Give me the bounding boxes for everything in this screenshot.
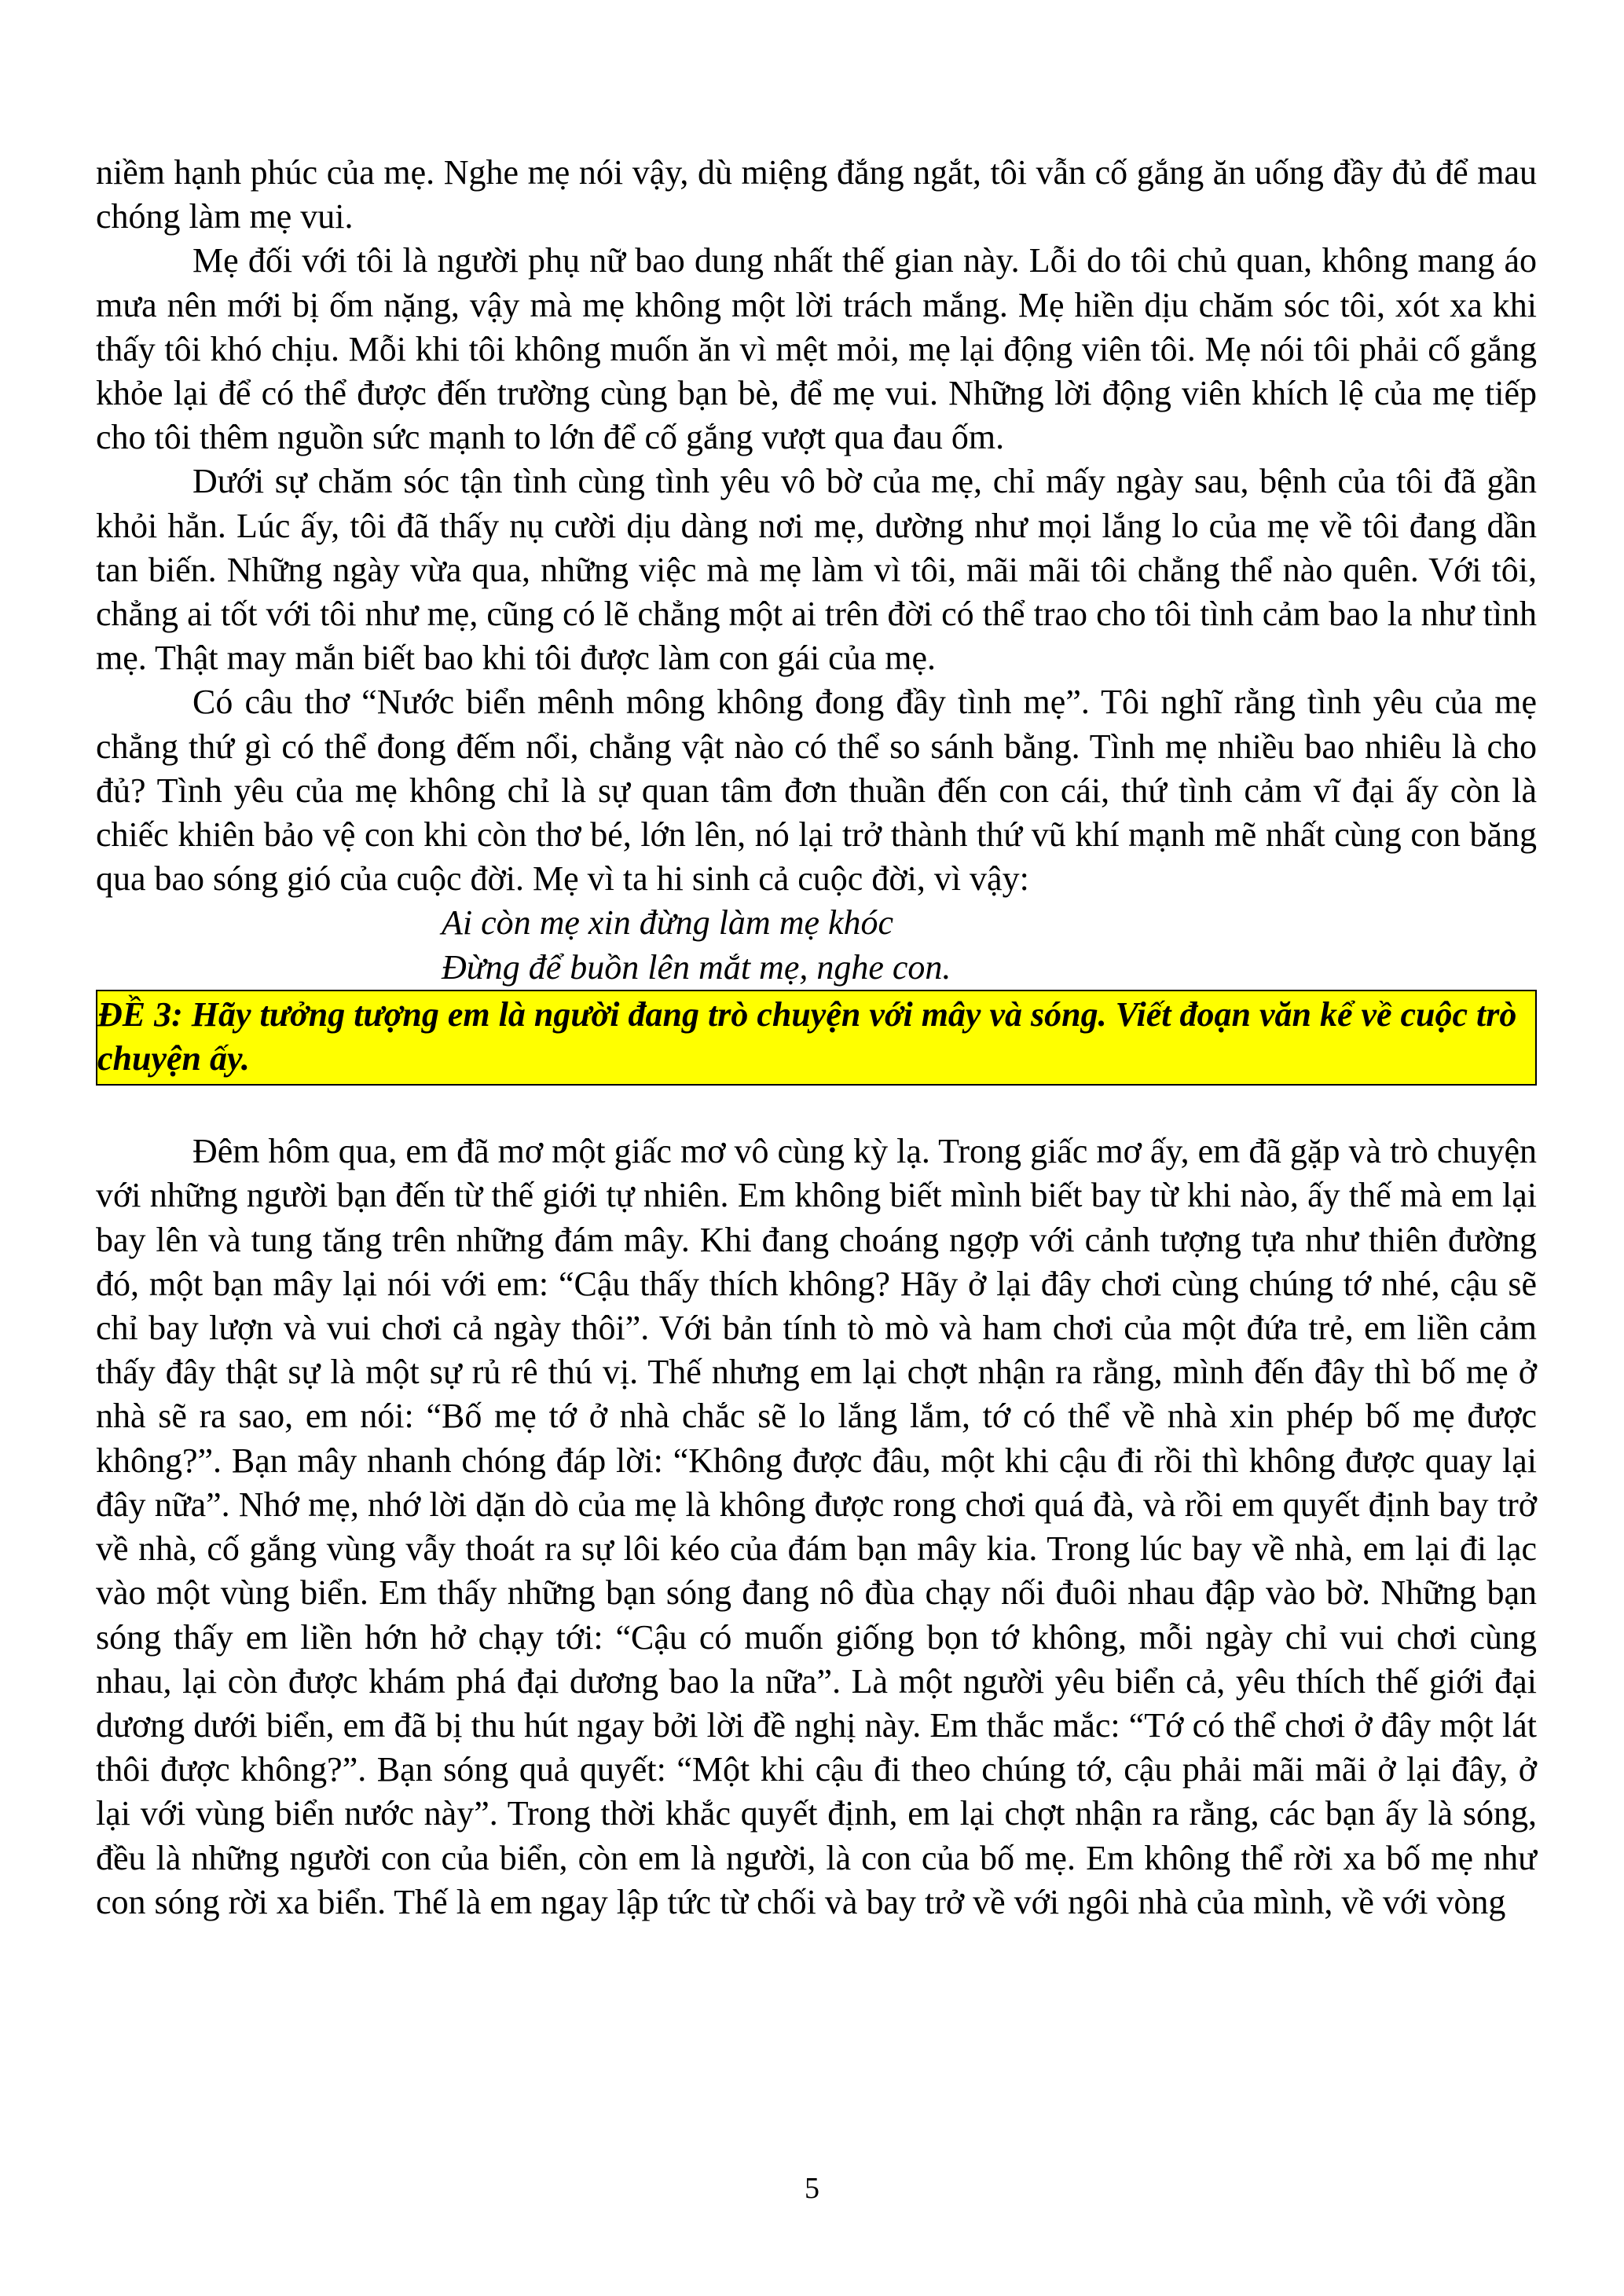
assignment-heading: ĐỀ 3: Hãy tưởng tượng em là người đang trò chuyện với mây và sóng. Viết đoạn văn kể về cuộc trò chuyện ấy. bbox=[97, 994, 1517, 1078]
spacer bbox=[96, 1086, 1537, 1130]
page-number: 5 bbox=[805, 2172, 819, 2205]
poem-line-2: Đừng để buồn lên mắt mẹ, nghe con. bbox=[442, 947, 951, 987]
paragraph-2: Mẹ đối với tôi là người phụ nữ bao dung nhất thế gian này. Lỗi do tôi chủ quan, không mang áo mưa nên mới bị ốm nặng, vậy mà mẹ không một lời trách mắng. Mẹ hiền dịu chăm sóc tôi, xót xa khi thấy tôi khó chịu. Mỗi khi tôi không muốn ăn vì mệt mỏi, mẹ lại động viên tôi. Mẹ nói tôi phải cố gắng khỏe lại để có thể được đến trường cùng bạn bè, để mẹ vui. Những lời động viên khích lệ của mẹ tiếp cho tôi thêm nguồn sức mạnh to lớn để cố gắng vượt qua đau ốm. bbox=[96, 241, 1537, 457]
document-page bbox=[96, 151, 1537, 1924]
poem-line-1: Ai còn mẹ xin đừng làm mẹ khóc bbox=[442, 903, 894, 943]
poem-quote bbox=[96, 901, 1537, 989]
paragraph-3: Dưới sự chăm sóc tận tình cùng tình yêu vô bờ của mẹ, chỉ mấy ngày sau, bệnh của tôi đã gần khỏi hẳn. Lúc ấy, tôi đã thấy nụ cười dịu dàng nơi mẹ, dường như mọi lắng lo của mẹ về tôi đang dần tan biến. Những ngày vừa qua, những việc mà mẹ làm vì tôi, mãi mãi tôi chẳng thể nào quên. Với tôi, chẳng ai tốt với tôi như mẹ, cũng có lẽ chẳng một ai trên đời có thể trao cho tôi tình cảm bao la như tình mẹ. Thật may mắn biết bao khi tôi được làm con gái của mẹ. bbox=[96, 462, 1537, 678]
assignment-heading-box bbox=[96, 990, 1537, 1086]
paragraph-1: niềm hạnh phúc của mẹ. Nghe mẹ nói vậy, dù miệng đắng ngắt, tôi vẫn cố gắng ăn uống đầy đủ để mau chóng làm mẹ vui. bbox=[96, 153, 1537, 236]
paragraph-4: Có câu thơ “Nước biển mênh mông không đong đầy tình mẹ”. Tôi nghĩ rằng tình yêu của mẹ chẳng thứ gì có thể đong đếm nổi, chẳng vật nào có thể so sánh bằng. Tình mẹ nhiều bao nhiêu là cho đủ? Tình yêu của mẹ không chỉ là sự quan tâm đơn thuần đến con cái, thứ tình cảm vĩ đại ấy còn là chiếc khiên bảo vệ con khi còn thơ bé, lớn lên, nó lại trở thành thứ vũ khí mạnh mẽ nhất cùng con băng qua bao sóng gió của cuộc đời. Mẹ vì ta hi sinh cả cuộc đời, vì vậy: bbox=[96, 683, 1537, 899]
paragraph-5: Đêm hôm qua, em đã mơ một giấc mơ vô cùng kỳ lạ. Trong giấc mơ ấy, em đã gặp và trò chuyện với những người bạn đến từ thế giới tự nhiên. Em không biết mình biết bay từ khi nào, ấy thế mà em lại bay lên và tung tăng trên những đám mây. Khi đang choáng ngợp với cảnh tượng tựa như thiên đường đó, một bạn mây lại nói với em: “Cậu thấy thích không? Hãy ở lại đây chơi cùng chúng tớ nhé, cậu sẽ chỉ bay lượn và vui chơi cả ngày thôi”. Với bản tính tò mò và ham chơi của một đứa trẻ, em liền cảm thấy đây thật sự là một sự rủ rê thú vị. Thế nhưng em lại chợt nhận ra rằng, mình đến đây thì bố mẹ ở nhà sẽ ra sao, em nói: “Bố mẹ tớ ở nhà chắc sẽ lo lắng lắm, tớ có thể về nhà xin phép bố mẹ được không?”. Bạn mây nhanh chóng đáp lời: “Không được đâu, một khi cậu đi rồi thì không được quay lại đây nữa”. Nhớ mẹ, nhớ lời dặn dò của mẹ là không được rong chơi quá đà, và rồi em quyết định bay trở về nhà, cố gắng vùng vẫy thoát ra sự lôi kéo của đám bạn mây kia. Trong lúc bay về nhà, em lại đi lạc vào một vùng biển. Em thấy những bạn sóng đang nô đùa chạy nối đuôi nhau đập vào bờ. Những bạn sóng thấy em liền hớn hở chạy tới: “Cậu có muốn giống bọn tớ không, mỗi ngày chỉ vui chơi cùng nhau, lại còn được khám phá đại dương bao la nữa”. Là một người yêu biển cả, yêu thích thế giới đại dương dưới biển, em đã bị thu hút ngay bởi lời đề nghị này. Em thắc mắc: “Tớ có thể chơi ở đây một lát thôi được không?”. Bạn sóng quả quyết: “Một khi cậu đi theo chúng tớ, cậu phải mãi mãi ở lại đây, ở lại với vùng biển nước này”. Trong thời khắc quyết định, em lại chợt nhận ra rằng, các bạn ấy là sóng, đều là những người con của biển, còn em là người, là con của bố mẹ. Em không thể rời xa bố mẹ như con sóng rời xa biển. Thế là em ngay lập tức từ chối và bay trở về với ngôi nhà của mình, về với vòng bbox=[96, 1132, 1537, 1921]
